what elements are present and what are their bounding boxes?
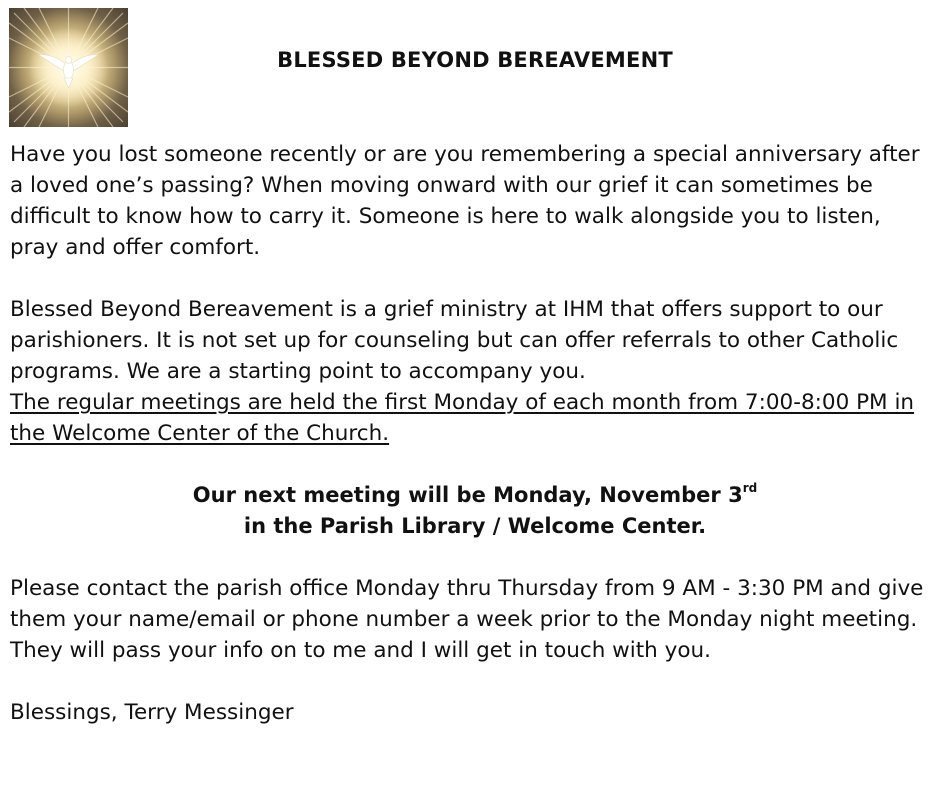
signature: Blessings, Terry Messinger (10, 700, 294, 725)
page-title: BLESSED BEYOND BEREAVEMENT (277, 48, 673, 72)
contact-paragraph: Please contact the parish office Monday thru Thursday from 9 AM - 3:30 PM and give them your name/email or phone number a week prior to the Monday night meeting. They will pass your info on to me and I will get in touch with you. (10, 576, 924, 663)
next-meeting-date: Our next meeting will be Monday, November 3 (192, 483, 743, 507)
intro-paragraph: Have you lost someone recently or are you remembering a special anniversary after a loved one’s passing? When moving onward with our grief it can sometimes be difficult to know how to carry it. Someone is here to walk alongside you to listen, pray and offer comfort. (10, 142, 920, 260)
date-ordinal-suffix: rd (742, 481, 758, 495)
ministry-description: Blessed Beyond Bereavement is a grief ministry at IHM that offers support to our parishioners. It is not set up for counseling but can offer referrals to other Catholic programs. We are a starting point to accompany you. (10, 297, 899, 384)
next-meeting-announcement (0, 480, 940, 542)
ministry-section (10, 294, 934, 449)
next-meeting-location: in the Parish Library / Welcome Center. (243, 514, 707, 538)
meeting-schedule: The regular meetings are held the first Monday of each month from 7:00-8:00 PM in the Welcome Center of the Church. (10, 390, 915, 446)
